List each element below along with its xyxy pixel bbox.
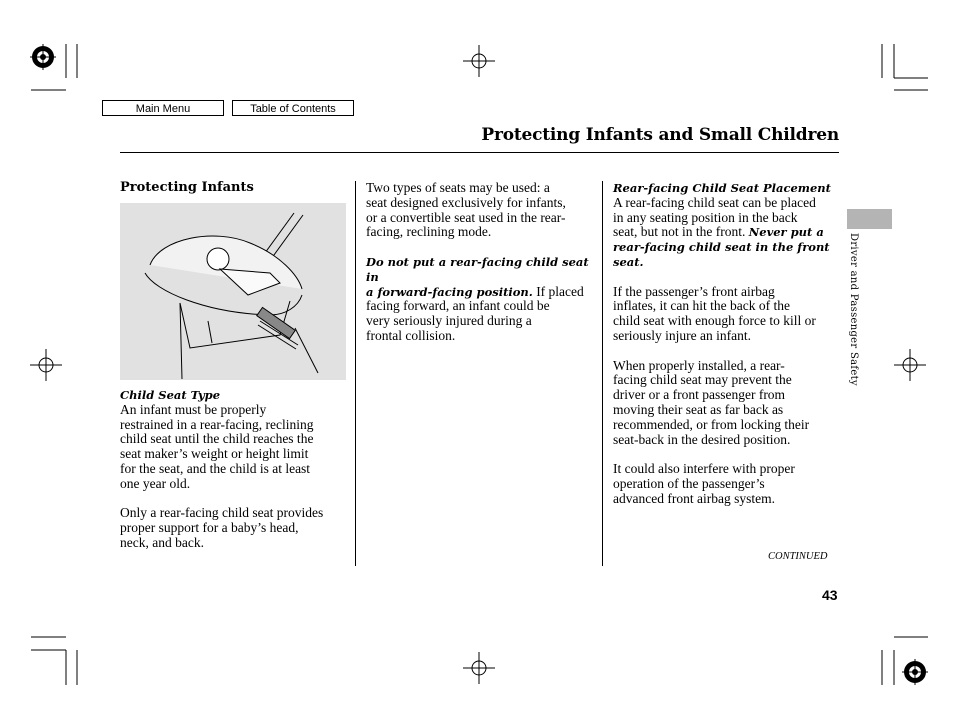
text-line: or a convertible seat used in the rear- xyxy=(366,209,566,225)
warning-text: Never put a xyxy=(748,225,824,240)
text-line: seriously injure an infant. xyxy=(613,327,751,343)
text-line: Only a rear-facing child seat provides xyxy=(120,505,324,521)
text-line: Two types of seats may be used: a xyxy=(366,180,550,195)
text-line: It could also interfere with proper xyxy=(613,461,795,477)
page-number: 43 xyxy=(822,587,838,603)
text-line: An infant must be properly xyxy=(120,401,267,417)
column-1 xyxy=(120,181,350,196)
continued-label: CONTINUED xyxy=(768,551,828,562)
section-heading: Protecting Infants xyxy=(120,180,254,195)
text-line: seat-back in the desired position. xyxy=(613,431,791,447)
text-line: When properly installed, a rear- xyxy=(613,357,785,373)
spacer xyxy=(613,344,843,359)
text-line: operation of the passenger’s xyxy=(613,475,765,491)
text-line: facing child seat may prevent the xyxy=(613,372,792,388)
text-line: very seriously injured during a xyxy=(366,313,532,329)
text-line: proper support for a baby’s head, xyxy=(120,520,299,536)
text-line: facing, reclining mode. xyxy=(366,224,492,240)
spacer xyxy=(120,492,352,507)
rear-facing-seat-drawing xyxy=(120,203,346,380)
text-line: driver or a front passenger from xyxy=(613,387,786,403)
spacer xyxy=(366,240,598,255)
column-1-body xyxy=(120,388,352,551)
text-line: child seat with enough force to kill or xyxy=(613,313,816,329)
column-divider xyxy=(602,181,603,566)
text-line: neck, and back. xyxy=(120,534,204,550)
infant-seat-illustration xyxy=(120,203,346,380)
text-span: If placed xyxy=(532,283,584,299)
text-line: recommended, or from locking their xyxy=(613,416,810,432)
spacer xyxy=(613,270,843,285)
column-3 xyxy=(613,181,843,507)
text-line: A rear-facing child seat can be placed xyxy=(613,194,816,210)
text-line: for the seat, and the child is at least xyxy=(120,460,311,476)
warning-text: seat. xyxy=(613,254,644,269)
text-line: child seat until the child reaches the xyxy=(120,431,314,447)
table-of-contents-button[interactable]: Table of Contents xyxy=(232,100,354,116)
text-line: seat maker’s weight or height limit xyxy=(120,446,309,462)
section-tab xyxy=(847,209,892,229)
page-title: Protecting Infants and Small Children xyxy=(481,125,839,145)
text-line: If the passenger’s front airbag xyxy=(613,283,775,299)
text-line: one year old. xyxy=(120,475,191,491)
text-line: in any seating position in the back xyxy=(613,209,798,225)
text-line xyxy=(366,285,598,300)
text-line: seat designed exclusively for infants, xyxy=(366,194,566,210)
text-line xyxy=(613,225,843,240)
text-line: moving their seat as far back as xyxy=(613,401,784,417)
subheading: Rear-facing Child Seat Placement xyxy=(613,181,831,195)
text-line: frontal collision. xyxy=(366,327,456,343)
column-2 xyxy=(366,181,598,344)
subheading: Child Seat Type xyxy=(120,388,221,402)
section-tab-label: Driver and Passenger Safety xyxy=(848,233,859,386)
spacer xyxy=(613,447,843,462)
text-line: facing forward, an infant could be xyxy=(366,298,550,314)
main-menu-button[interactable]: Main Menu xyxy=(102,100,224,116)
column-divider xyxy=(355,181,356,566)
warning-text: rear-facing child seat in the front xyxy=(613,240,830,255)
warning-text: Do not put a rear-facing child seat in xyxy=(366,254,589,284)
title-rule xyxy=(120,152,839,153)
text-line: restrained in a rear-facing, reclining xyxy=(120,416,314,432)
text-line: inflates, it can hit the back of the xyxy=(613,298,790,314)
warning-text: a forward-facing position. xyxy=(366,284,533,299)
text-line: advanced front airbag system. xyxy=(613,490,775,506)
text-span: seat, but not in the front. xyxy=(613,224,749,240)
